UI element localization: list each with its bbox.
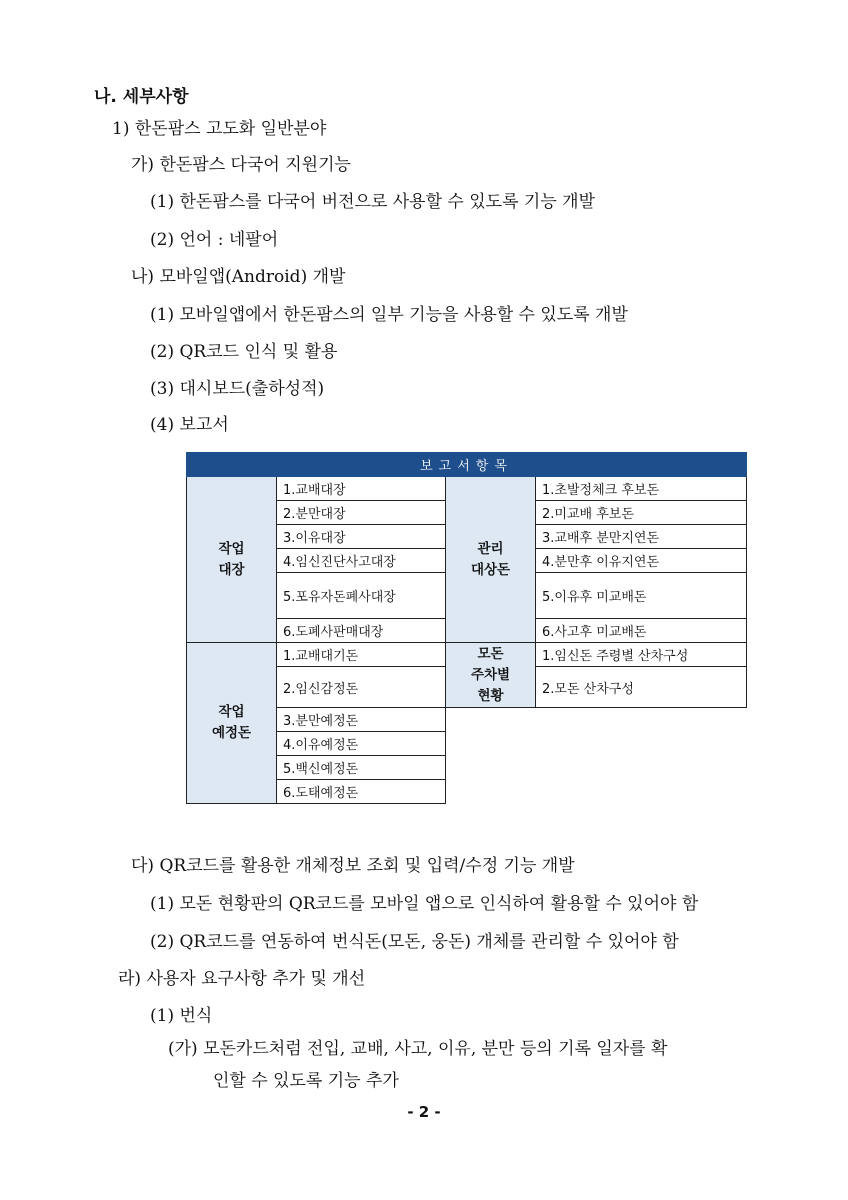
table-cell: 5.이유후 미교배돈 (536, 573, 747, 619)
table-cell: 5.포유자돈폐사대장 (277, 573, 446, 619)
page-number: - 2 - (407, 1103, 441, 1121)
report-items-table (186, 452, 747, 804)
table-cell: 1.교배대기돈 (277, 643, 446, 667)
na-heading: 나) 모바일앱(Android) 개발 (131, 267, 346, 287)
ra-sub-ga-line-1: (가) 모돈카드처럼 전입, 교배, 사고, 이유, 분만 등의 기록 일자를 확 (168, 1039, 668, 1059)
table-cell: 2.분만대장 (277, 501, 446, 525)
table-cell: 4.이유예정돈 (277, 732, 446, 756)
da-heading: 다) QR코드를 활용한 개체정보 조회 및 입력/수정 기능 개발 (131, 856, 575, 876)
section-heading: 나. 세부사항 (94, 87, 189, 107)
table-cell: 3.분만예정돈 (277, 708, 446, 732)
na-item-2: (2) QR코드 인식 및 활용 (150, 342, 338, 362)
item-1-heading: 1) 한돈팜스 고도화 일반분야 (112, 119, 327, 139)
na-item-3: (3) 대시보드(출하성적) (150, 379, 325, 399)
table-cell: 6.도폐사판매대장 (277, 619, 446, 643)
da-item-1: (1) 모돈 현황판의 QR코드를 모바일 앱으로 인식하여 활용할 수 있어야 함 (150, 894, 699, 914)
na-item-1: (1) 모바일앱에서 한돈팜스의 일부 기능을 사용할 수 있도록 개발 (150, 305, 628, 325)
ga-item-1: (1) 한돈팜스를 다국어 버전으로 사용할 수 있도록 기능 개발 (150, 192, 596, 212)
table-cell: 2.미교배 후보돈 (536, 501, 747, 525)
da-item-2: (2) QR코드를 연동하여 번식돈(모돈, 웅돈) 개체를 관리할 수 있어야 함 (150, 932, 679, 952)
na-item-4: (4) 보고서 (150, 415, 229, 435)
ga-heading: 가) 한돈팜스 다국어 지원기능 (131, 155, 351, 175)
category-sow-weekly: 모돈 주차별 현황 (446, 643, 536, 708)
ra-heading: 라) 사용자 요구사항 추가 및 개선 (118, 969, 366, 989)
table-cell: 1.초발정체크 후보돈 (536, 477, 747, 501)
table-cell: 3.교배후 분만지연돈 (536, 525, 747, 549)
table-cell: 4.임신진단사고대장 (277, 549, 446, 573)
table-cell: 5.백신예정돈 (277, 756, 446, 780)
ra-item-1: (1) 번식 (150, 1006, 213, 1026)
table-cell: 6.사고후 미교배돈 (536, 619, 747, 643)
category-work-ledger: 작업 대장 (187, 477, 277, 643)
report-table-title: 보고서항목 (187, 453, 747, 477)
table-cell: 6.도태예정돈 (277, 780, 446, 804)
table-cell: 1.교배대장 (277, 477, 446, 501)
category-work-scheduled: 작업 예정돈 (187, 643, 277, 804)
table-cell: 2.모돈 산차구성 (536, 667, 747, 708)
ga-item-2: (2) 언어 : 네팔어 (150, 230, 279, 250)
table-cell: 4.분만후 이유지연돈 (536, 549, 747, 573)
table-cell: 2.임신감정돈 (277, 667, 446, 708)
ra-sub-ga-line-2: 인할 수 있도록 기능 추가 (213, 1071, 399, 1091)
table-cell: 1.임신돈 주령별 산차구성 (536, 643, 747, 667)
table-cell: 3.이유대장 (277, 525, 446, 549)
category-managed-pigs: 관리 대상돈 (446, 477, 536, 643)
